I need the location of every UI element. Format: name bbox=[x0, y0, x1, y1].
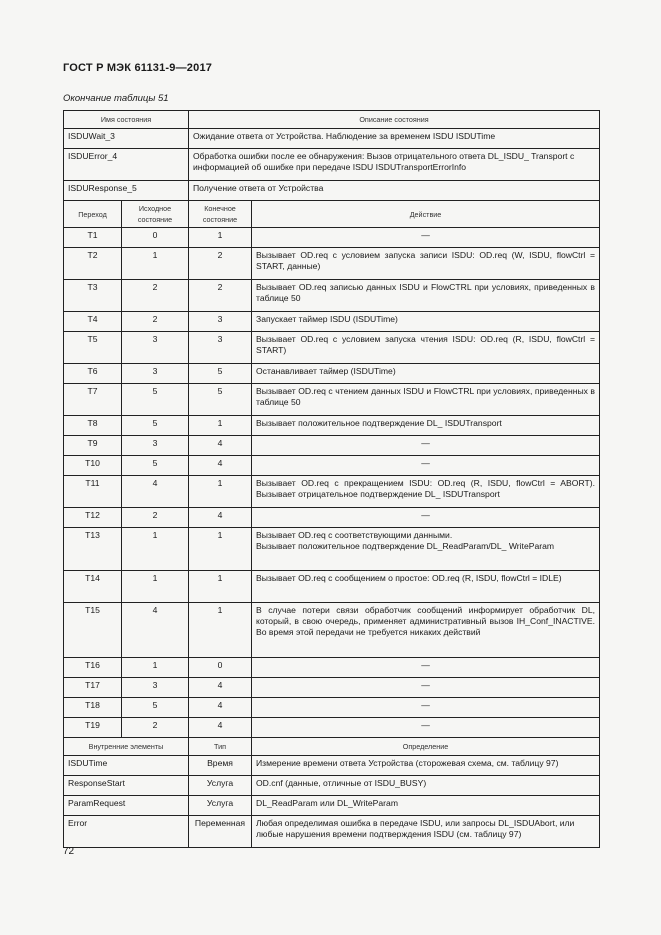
transition-row bbox=[64, 280, 600, 312]
target-state: 2 bbox=[189, 248, 252, 280]
internal-name: Error bbox=[64, 816, 189, 848]
state-name: ISDUError_4 bbox=[64, 149, 189, 181]
action: — bbox=[252, 678, 600, 698]
internal-type: Услуга bbox=[189, 796, 252, 816]
state-name: ISDUResponse_5 bbox=[64, 181, 189, 201]
source-state: 3 bbox=[122, 332, 189, 364]
internal-name: ParamRequest bbox=[64, 796, 189, 816]
transition-id: T9 bbox=[64, 436, 122, 456]
internal-type: Время bbox=[189, 756, 252, 776]
action: — bbox=[252, 698, 600, 718]
action: — bbox=[252, 658, 600, 678]
target-state: 4 bbox=[189, 718, 252, 738]
source-state: 3 bbox=[122, 364, 189, 384]
transition-id: T17 bbox=[64, 678, 122, 698]
state-name-header: Имя состояния bbox=[64, 111, 189, 129]
transition-row bbox=[64, 364, 600, 384]
source-state: 3 bbox=[122, 678, 189, 698]
state-row bbox=[64, 181, 600, 201]
action: — bbox=[252, 436, 600, 456]
action: — bbox=[252, 228, 600, 248]
source-state: 1 bbox=[122, 528, 189, 571]
action: Останавливает таймер (ISDUTime) bbox=[252, 364, 600, 384]
action: Запускает таймер ISDU (ISDUTime) bbox=[252, 312, 600, 332]
page-number: 72 bbox=[63, 846, 75, 857]
state-row bbox=[64, 129, 600, 149]
action: — bbox=[252, 718, 600, 738]
target-state: 4 bbox=[189, 678, 252, 698]
transition-id: T13 bbox=[64, 528, 122, 571]
target-state: 1 bbox=[189, 228, 252, 248]
state-header-row bbox=[64, 111, 600, 129]
transition-row bbox=[64, 508, 600, 528]
transition-row bbox=[64, 332, 600, 364]
source-state: 5 bbox=[122, 456, 189, 476]
source-state: 0 bbox=[122, 228, 189, 248]
table-caption: Окончание таблицы 51 bbox=[63, 93, 169, 104]
internal-definition: Измерение времени ответа Устройства (сторожевая схема, см. таблицу 97) bbox=[252, 756, 600, 776]
state-description: Обработка ошибки после ее обнаружения: Вызов отрицательного ответа DL_ISDU_ Transport с информацией об ошибке при передаче ISDU ISDUTransportErrorInfo bbox=[189, 149, 600, 181]
state-row bbox=[64, 149, 600, 181]
transition-id: T12 bbox=[64, 508, 122, 528]
action: Вызывает OD.req с прекращением ISDU: OD.req (R, ISDU, flowCtrl = ABORT). Вызывает отрицательное подтверждение DL_ ISDUTransport bbox=[252, 476, 600, 508]
source-state: 4 bbox=[122, 476, 189, 508]
transition-row bbox=[64, 456, 600, 476]
transition-id: T3 bbox=[64, 280, 122, 312]
transition-row bbox=[64, 603, 600, 658]
internal-row bbox=[64, 756, 600, 776]
internal-name: ResponseStart bbox=[64, 776, 189, 796]
source-state: 4 bbox=[122, 603, 189, 658]
action-header: Действие bbox=[252, 201, 600, 228]
transition-id: T15 bbox=[64, 603, 122, 658]
transition-row bbox=[64, 718, 600, 738]
target-state: 4 bbox=[189, 456, 252, 476]
transition-row bbox=[64, 678, 600, 698]
transition-id: T14 bbox=[64, 571, 122, 603]
target-state: 5 bbox=[189, 364, 252, 384]
action: Вызывает OD.req с условием запуска записи ISDU: OD.req (W, ISDU, flowCtrl = START, данные) bbox=[252, 248, 600, 280]
transition-row bbox=[64, 416, 600, 436]
internal-def-header: Определение bbox=[252, 738, 600, 756]
document-header: ГОСТ Р МЭК 61131-9—2017 bbox=[63, 62, 213, 74]
action: Вызывает OD.req с условием запуска чтения ISDU: OD.req (R, ISDU, flowCtrl = START) bbox=[252, 332, 600, 364]
action: Вызывает OD.req записью данных ISDU и FlowCTRL при условиях, приведенных в таблице 50 bbox=[252, 280, 600, 312]
transition-id: T8 bbox=[64, 416, 122, 436]
action: Вызывает OD.req с чтением данных ISDU и FlowCTRL при условиях, приведенных в таблице 50 bbox=[252, 384, 600, 416]
target-state: 3 bbox=[189, 312, 252, 332]
source-state: 2 bbox=[122, 280, 189, 312]
target-state: 4 bbox=[189, 508, 252, 528]
state-desc-header: Описание состояния bbox=[189, 111, 600, 129]
source-state: 5 bbox=[122, 416, 189, 436]
transition-id: T18 bbox=[64, 698, 122, 718]
state-table bbox=[63, 110, 600, 848]
transition-row bbox=[64, 571, 600, 603]
transition-row bbox=[64, 248, 600, 280]
internal-definition: Любая определимая ошибка в передаче ISDU, или запросы DL_ISDUAbort, или любые нарушения времени подтверждения ISDU (см. таблицу 97) bbox=[252, 816, 600, 848]
transition-id: T19 bbox=[64, 718, 122, 738]
target-state: 1 bbox=[189, 476, 252, 508]
target-state: 3 bbox=[189, 332, 252, 364]
internal-name-header: Внутренние элементы bbox=[64, 738, 189, 756]
target-state: 0 bbox=[189, 658, 252, 678]
transition-row bbox=[64, 528, 600, 571]
transition-header: Переход bbox=[64, 201, 122, 228]
target-state: 1 bbox=[189, 571, 252, 603]
transition-row bbox=[64, 658, 600, 678]
internal-definition: DL_ReadParam или DL_WriteParam bbox=[252, 796, 600, 816]
state-name: ISDUWait_3 bbox=[64, 129, 189, 149]
action: Вызывает OD.req с сообщением о простое: OD.req (R, ISDU, flowCtrl = IDLE) bbox=[252, 571, 600, 603]
transition-row bbox=[64, 436, 600, 456]
transition-row bbox=[64, 698, 600, 718]
transition-id: T7 bbox=[64, 384, 122, 416]
state-description: Получение ответа от Устройства bbox=[189, 181, 600, 201]
target-state-header: Конечное состояние bbox=[189, 201, 252, 228]
target-state: 4 bbox=[189, 436, 252, 456]
transition-id: T6 bbox=[64, 364, 122, 384]
target-state: 2 bbox=[189, 280, 252, 312]
source-state-header: Исходное состояние bbox=[122, 201, 189, 228]
internal-row bbox=[64, 796, 600, 816]
action: В случае потери связи обработчик сообщений информирует обработчик DL, который, в свою очередь, применяет административный вызов IH_Conf_INACTIVE. Во время этой передачи не требуется никаких действий bbox=[252, 603, 600, 658]
transition-row bbox=[64, 384, 600, 416]
internal-row bbox=[64, 816, 600, 848]
source-state: 3 bbox=[122, 436, 189, 456]
internal-type-header: Тип bbox=[189, 738, 252, 756]
internal-name: ISDUTime bbox=[64, 756, 189, 776]
state-description: Ожидание ответа от Устройства. Наблюдение за временем ISDU ISDUTime bbox=[189, 129, 600, 149]
action: — bbox=[252, 508, 600, 528]
transition-id: T10 bbox=[64, 456, 122, 476]
target-state: 1 bbox=[189, 603, 252, 658]
transition-id: T5 bbox=[64, 332, 122, 364]
target-state: 1 bbox=[189, 416, 252, 436]
internal-definition: OD.cnf (данные, отличные от ISDU_BUSY) bbox=[252, 776, 600, 796]
source-state: 2 bbox=[122, 718, 189, 738]
internal-type: Переменная bbox=[189, 816, 252, 848]
transition-id: T16 bbox=[64, 658, 122, 678]
transition-row bbox=[64, 476, 600, 508]
internal-row bbox=[64, 776, 600, 796]
transition-row bbox=[64, 228, 600, 248]
transition-id: T1 bbox=[64, 228, 122, 248]
transition-id: T4 bbox=[64, 312, 122, 332]
target-state: 4 bbox=[189, 698, 252, 718]
action: Вызывает OD.req с соответствующими данными. Вызывает положительное подтверждение DL_ReadParam/DL_ WriteParam bbox=[252, 528, 600, 571]
internal-type: Услуга bbox=[189, 776, 252, 796]
transition-row bbox=[64, 312, 600, 332]
transition-id: T11 bbox=[64, 476, 122, 508]
transition-header-row bbox=[64, 201, 600, 228]
source-state: 2 bbox=[122, 508, 189, 528]
source-state: 2 bbox=[122, 312, 189, 332]
source-state: 1 bbox=[122, 658, 189, 678]
internal-header-row bbox=[64, 738, 600, 756]
transition-id: T2 bbox=[64, 248, 122, 280]
target-state: 1 bbox=[189, 528, 252, 571]
action: — bbox=[252, 456, 600, 476]
action: Вызывает положительное подтверждение DL_ ISDUTransport bbox=[252, 416, 600, 436]
source-state: 5 bbox=[122, 384, 189, 416]
target-state: 5 bbox=[189, 384, 252, 416]
source-state: 1 bbox=[122, 248, 189, 280]
source-state: 1 bbox=[122, 571, 189, 603]
source-state: 5 bbox=[122, 698, 189, 718]
